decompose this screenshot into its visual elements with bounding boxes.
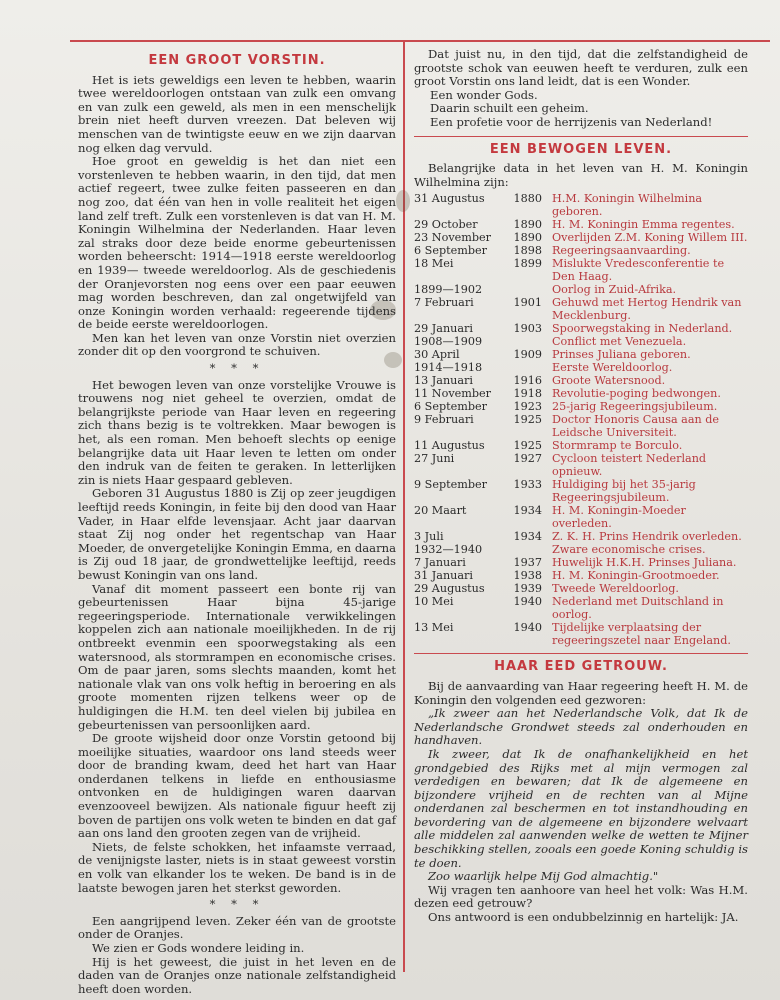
date-day: 18 Mei (414, 257, 454, 271)
right-column (414, 48, 748, 988)
date-year: 1909 (513, 348, 542, 362)
section-title-een-groot-vorstin: EEN GROOT VORSTIN. (148, 53, 326, 68)
oath-paragraph: „Ik zweer aan het Nederlandsche Volk, dat Ik de Nederlandsche Grondwet steeds zal onderhouden en handhaven. (414, 706, 748, 748)
closing-line: Hij is het geweest, die juist in het leven en de daden van de Oranjes onze nationale zelfstandigheid heeft doen worden. (78, 954, 396, 996)
date-event: Conflict met Venezuela. (552, 335, 687, 349)
date-day: 3 Juli (414, 530, 444, 544)
date-period: 1932—1940 (414, 543, 483, 557)
date-year: 1939 (513, 582, 542, 596)
date-event: H. M. Koningin-Moeder overleden. (552, 504, 686, 531)
paragraph: Hoe groot en geweldig is het dan niet een vorstenleven te hebben waarin, in den tijd, dat men actief regeert, twee zulke feiten passeeren en dan nog zoo, dat één van hen in volle realiteit het eigen land zelf treft. Zulk een vorstenleven is dat van H. M. Koningin Wilhelmina der Nederlanden. Haar leven zal straks door deze beide enorme gebeurtenissen worden beheerscht: 1914—1918 eerste wereldoorlog en 1939— tweede wereldoorlog. Als de geschiedenis der Oranjevorsten nog eens over een paar eeuwen mag worden beschreven, dan zal ongetwijfeld van onze Koningin worden verhaald: regeerende tijdens de beide eerste wereldoorlogen. (78, 154, 396, 332)
question-paragraph: Wij vragen ten aanhoore van heel het volk: Was H.M. dezen eed getrouw? (414, 882, 748, 911)
paragraph: Vanaf dit moment passeert een bonte rij van gebeurtenissen Haar bijna 45-jarige regeeringsperiode. Internationale verwikkelingen koppelen zich aan nationale moeilijkheden. In de rij ontbreekt evenmin een spoorwegstaking als een watersnood, als stormrampen en economische crises. Om de paar jaren, soms slechts maanden, komt het nationale vlak van ons volk heftig in beroering en als groote momenten rijzen telkens weer op de huldigingen die H.M. ten deel vielen bij jubilea en gebeurtenissen van persoonlijken aard. (78, 581, 396, 732)
date-year: 1940 (513, 621, 542, 635)
date-row (414, 452, 748, 478)
date-year: 1925 (513, 439, 542, 453)
oath-paragraph: Zoo waarlijk helpe Mij God almachtig." (428, 869, 659, 884)
date-event: Spoorwegstaking in Nederland. (552, 322, 733, 336)
date-year: 1918 (513, 387, 542, 401)
date-day: 29 Januari (414, 322, 473, 336)
paragraph: Men kan het leven van onze Vorstin niet overzien zonder dit op den voorgrond te schuiven. (78, 330, 396, 359)
date-event: Cycloon teistert Nederland opnieuw. (552, 452, 707, 479)
date-row (414, 478, 748, 504)
date-event: Mislukte Vredesconferentie te Den Haag. (552, 257, 725, 284)
date-event: Z. K. H. Prins Hendrik overleden. (552, 530, 742, 544)
date-year: 1934 (513, 530, 542, 544)
date-day: 29 Augustus (414, 582, 485, 596)
date-year: 1901 (513, 296, 542, 310)
section-stars: * * * (209, 361, 265, 376)
date-event: Eerste Wereldoorlog. (552, 361, 673, 375)
date-day: 13 Mei (414, 621, 454, 635)
date-event: Tijdelijke verplaatsing der regeeringszetel naar Engeland. (552, 621, 731, 648)
date-row (414, 283, 748, 296)
dates-table (414, 192, 748, 647)
date-row (414, 595, 748, 621)
date-event: Tweede Wereldoorlog. (552, 582, 679, 596)
date-event: Groote Watersnood. (552, 374, 666, 388)
date-year: 1923 (513, 400, 542, 414)
date-day: 7 Februari (414, 296, 474, 310)
stain-mark (396, 190, 410, 212)
motto-line: Een profetie voor de herrijzenis van Nederland! (430, 114, 713, 129)
oath-paragraph: Ik zweer, dat Ik de onafhankelijkheid en het grondgebied des Rijks met al mijn vermogen zal verdedigen en bewaren; dat Ik de algemeene en bijzondere vrijheid en de rechten van al Mijne onderdanen zal beschermen en tot instandhouding en bevordering van de algemeene en bijzondere welvaart alle middelen zal aanwenden welke de wetten te Mijner beschikking stellen, zooals een goede Koning schuldig is te doen. (414, 746, 748, 870)
date-day: 23 November (414, 231, 491, 245)
paragraph: Het bewogen leven van onze vorstelijke Vrouwe is trouwens nog niet geheel te overzien, omdat de belangrijkste periode van Haar leven en regeering zich thans bezig is te voltrekken. Maar bewogen is het, als een roman. Men behoeft slechts op eenige belangrijke data uit Haar leven te letten om onder den indruk van de feiten te geraken. In letterlijken zin is niets Haar gespaard gebleven. (78, 377, 396, 487)
date-event: Prinses Juliana geboren. (552, 348, 691, 362)
date-row (414, 322, 748, 335)
section-title-haar-eed-getrouw: HAAR EED GETROUW. (494, 659, 668, 675)
left-column (78, 48, 396, 996)
date-row (414, 530, 748, 543)
date-year: 1933 (513, 478, 542, 492)
paragraph: Niets, de felste schokken, het infaamste verraad, de venijnigste laster, niets is in staat geweest vorstin en volk van elkander los te weken. De band is in de laatste bewogen jaren het sterkst geworden. (78, 839, 396, 895)
date-event: Zware economische crises. (552, 543, 706, 557)
date-event: H. M. Koningin-Grootmoeder. (552, 569, 720, 583)
date-day: 31 Augustus (414, 192, 485, 206)
date-event: H. M. Koningin Emma regentes. (552, 218, 735, 232)
date-row (414, 556, 748, 569)
date-event: Overlijden Z.M. Koning Willem III. (552, 231, 748, 245)
date-day: 31 Januari (414, 569, 473, 583)
date-year: 1898 (513, 244, 542, 258)
date-row (414, 504, 748, 530)
date-row (414, 621, 748, 647)
date-row (414, 244, 748, 257)
date-year: 1927 (513, 452, 542, 466)
date-row (414, 361, 748, 374)
section-stars: * * * (209, 897, 265, 912)
oath-intro: Bij de aanvaarding van Haar regeering heeft H. M. de Koningin den volgenden eed gezworen: (414, 678, 748, 707)
date-year: 1937 (513, 556, 542, 570)
top-rule (70, 40, 770, 42)
date-row (414, 348, 748, 361)
paragraph: De groote wijsheid door onze Vorstin getoond bij moeilijke situaties, waardoor ons land steeds weer door de branding kwam, deed het hart van Haar onderdanen telkens in liefde en enthousiasme ontvonken en de huldigingen waren daarvan evenzooveel bewijzen. Als nationale figuur heeft zij boven de partijen ons volk weten te binden en dat gaf aan ons land den grooten zegen van de vrijheid. (78, 731, 396, 841)
date-day: 11 Augustus (414, 439, 485, 453)
date-row (414, 335, 748, 348)
date-event: Gehuwd met Hertog Hendrik van Mecklenburg. (552, 296, 742, 323)
date-day: 11 November (414, 387, 491, 401)
date-row (414, 296, 748, 322)
date-event: Doctor Honoris Causa aan de Leidsche Universiteit. (552, 413, 720, 440)
date-row (414, 218, 748, 231)
date-period: 1908—1909 (414, 335, 483, 349)
date-year: 1938 (513, 569, 542, 583)
date-row (414, 582, 748, 595)
date-event: H.M. Koningin Wilhelmina geboren. (552, 192, 703, 219)
date-row (414, 413, 748, 439)
closing-line: Een aangrijpend leven. Zeker één van de grootste onder de Oranjes. (78, 913, 396, 942)
date-event: 25-jarig Regeeringsjubileum. (552, 400, 718, 414)
date-year: 1903 (513, 322, 542, 336)
date-event: Revolutie-poging bedwongen. (552, 387, 721, 401)
date-event: Stormramp te Borculo. (552, 439, 683, 453)
date-year: 1890 (513, 231, 542, 245)
date-day: 6 September (414, 244, 487, 258)
date-row (414, 231, 748, 244)
date-day: 6 September (414, 400, 487, 414)
date-event: Oorlog in Zuid-Afrika. (552, 283, 677, 297)
date-row (414, 257, 748, 283)
motto-line: Daarin schuilt een geheim. (430, 101, 589, 116)
date-row (414, 400, 748, 413)
paragraph: Het is iets geweldigs een leven te hebben, waarin twee wereldoorlogen ontstaan van zulk een omvang en van zulk een geweld, als men in een menschelijk brein niet heeft durven vreezen. Dat beleven wij menschen van de twintigste eeuw en we zijn daarvan nog elken dag vervuld. (78, 72, 396, 155)
date-year: 1925 (513, 413, 542, 427)
date-period: 1899—1902 (414, 283, 483, 297)
date-day: 13 Januari (414, 374, 473, 388)
date-period: 1914—1918 (414, 361, 483, 375)
date-day: 27 Juni (414, 452, 455, 466)
date-row (414, 192, 748, 218)
section-rule (414, 653, 748, 654)
date-event: Huwelijk H.K.H. Prinses Juliana. (552, 556, 737, 570)
date-day: 7 Januari (414, 556, 466, 570)
date-year: 1940 (513, 595, 542, 609)
date-year: 1890 (513, 218, 542, 232)
paragraph: Geboren 31 Augustus 1880 is Zij op zeer jeugdigen leeftijd reeds Koningin, in feite bij den dood van Haar Vader, in Haar elfde levensjaar. Acht jaar daarvan staat Zij nog onder het regentschap van Haar Moeder, de onvergetelijke Koningin Emma, en daarna is Zij oud 18 jaar, de grondwettelijke leeftijd, reeds bewust Koningin van ons land. (78, 486, 396, 582)
date-day: 10 Mei (414, 595, 454, 609)
section-rule (414, 136, 748, 137)
date-day: 9 Februari (414, 413, 474, 427)
date-row (414, 387, 748, 400)
date-day: 29 October (414, 218, 478, 232)
motto-line: Een wonder Gods. (430, 87, 538, 102)
date-event: Regeeringsaanvaarding. (552, 244, 691, 258)
date-day: 30 April (414, 348, 460, 362)
closing-line: We zien er Gods wondere leiding in. (92, 941, 305, 955)
date-year: 1934 (513, 504, 542, 518)
date-row (414, 543, 748, 556)
section-title-een-bewogen-leven: EEN BEWOGEN LEVEN. (489, 141, 673, 157)
date-year: 1899 (513, 257, 542, 271)
date-row (414, 439, 748, 452)
dates-intro: Belangrijke data in het leven van H. M. Koningin Wilhelmina zijn: (414, 161, 748, 189)
column-divider (403, 40, 405, 972)
intro-paragraph: Dat juist nu, in den tijd, dat die zelfstandigheid de grootste schok van eeuwen heeft te verduren, zulk een groot Vorstin ons land leidt, dat is een Wonder. (414, 47, 748, 89)
date-event: Nederland met Duitschland in oorlog. (552, 595, 724, 622)
date-event: Huldiging bij het 35-jarig Regeeringsjubileum. (552, 478, 696, 505)
date-year: 1916 (513, 374, 542, 388)
date-day: 20 Maart (414, 504, 467, 518)
date-row (414, 374, 748, 387)
date-day: 9 September (414, 478, 487, 492)
date-row (414, 569, 748, 582)
answer-paragraph: Ons antwoord is een ondubbelzinnig en hartelijk: JA. (428, 910, 739, 925)
date-year: 1880 (513, 192, 542, 206)
